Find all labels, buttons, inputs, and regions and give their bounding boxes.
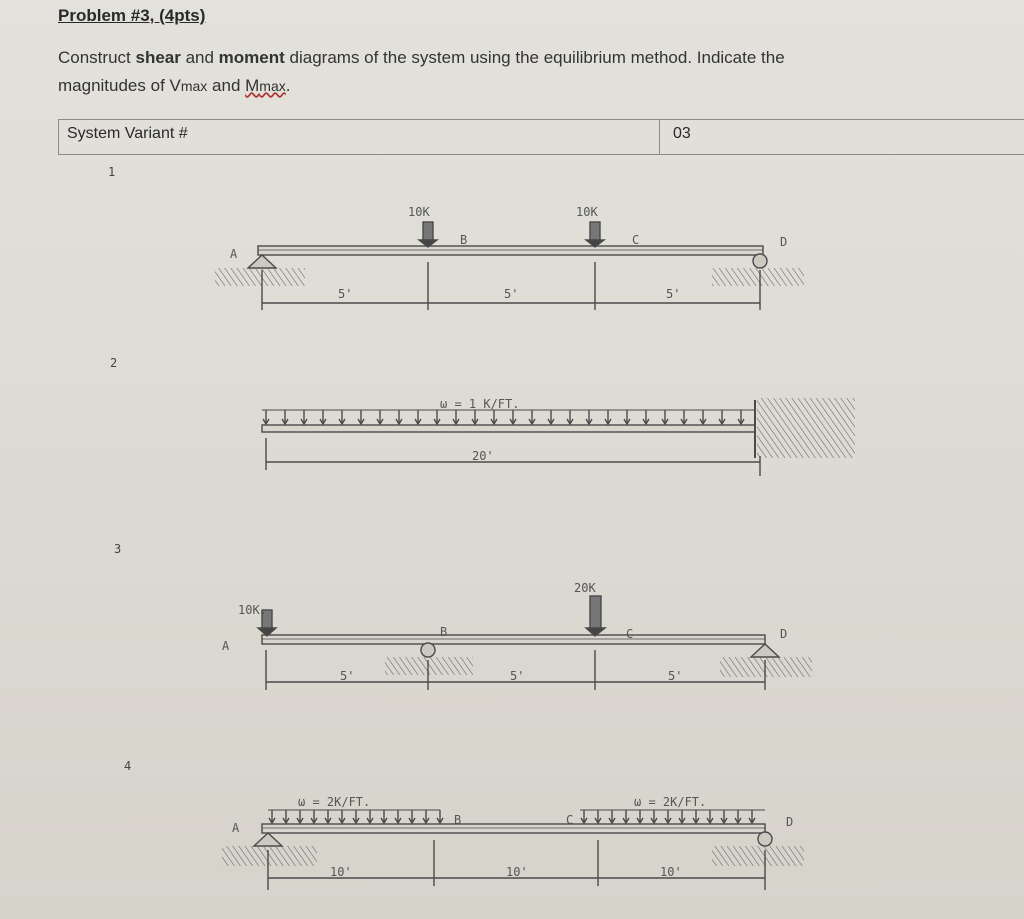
system-3-span-2: 5' xyxy=(510,669,525,683)
instr-text-4: magnitudes of V xyxy=(58,76,181,95)
system-3-point-a: A xyxy=(222,639,230,653)
system-1-span-3: 5' xyxy=(666,287,681,301)
system-1-number: 1 xyxy=(108,165,116,179)
distributed-load-icon xyxy=(581,810,755,823)
system-1-span-1: 5' xyxy=(338,287,353,301)
roller-support-icon xyxy=(421,643,435,657)
roller-support-icon xyxy=(753,254,767,268)
instr-text-2: and xyxy=(180,48,219,67)
system-4-load-1: ω = 2K/FT. xyxy=(298,795,371,809)
pin-support-icon xyxy=(254,833,282,846)
variant-value[interactable]: 03 xyxy=(673,125,691,142)
system-1-span-2: 5' xyxy=(504,287,519,301)
system-4-span-2: 10' xyxy=(506,865,528,879)
system-1-point-b: B xyxy=(460,233,468,247)
distributed-load-icon xyxy=(263,410,744,424)
system-1-point-d: D xyxy=(780,235,788,249)
system-3-point-c: C xyxy=(626,627,634,641)
problem-title: Problem #3, (4pts) xyxy=(58,6,206,25)
system-4-span-1: 10' xyxy=(330,865,352,879)
instr-shear: shear xyxy=(135,48,181,67)
system-3-load-1: 10K. xyxy=(238,603,267,617)
system-4-point-d: D xyxy=(786,815,794,829)
system-1-point-a: A xyxy=(230,247,238,261)
system-3-span-1: 5' xyxy=(340,669,355,683)
system-4-point-b: B xyxy=(454,813,462,827)
pin-support-icon xyxy=(248,255,276,268)
variant-label: System Variant # xyxy=(67,125,188,142)
system-3-point-d: D xyxy=(780,627,788,641)
system-2-span: 20' xyxy=(472,449,494,463)
system-4-load-2: ω = 2K/FT. xyxy=(634,795,707,809)
instr-mmax-sub: max xyxy=(259,78,286,94)
instr-and: and xyxy=(207,76,246,95)
system-3-point-b: B xyxy=(440,625,448,639)
distributed-load-icon xyxy=(269,810,443,823)
instr-vmax-sub: max xyxy=(180,78,208,94)
system-3-load-2: 20K xyxy=(574,581,596,595)
system-1-load-2: 10K xyxy=(576,205,598,219)
instr-text-3: diagrams of the system using the equilibrium method. Indicate the xyxy=(284,48,785,67)
system-3-span-3: 5' xyxy=(668,669,683,683)
system-1-point-c: C xyxy=(632,233,640,247)
roller-support-icon xyxy=(758,832,772,846)
pin-support-icon xyxy=(751,644,779,657)
system-2-number: 2 xyxy=(110,356,118,370)
system-4-span-3: 10' xyxy=(660,865,682,879)
instr-text-1: Construct xyxy=(58,48,136,67)
system-4-point-c: C xyxy=(566,813,574,827)
system-2-load: ω = 1 K/FT. xyxy=(440,397,520,411)
system-4-number: 4 xyxy=(124,759,132,773)
instr-moment: moment xyxy=(218,48,285,67)
system-1-load-1: 10K xyxy=(408,205,430,219)
instr-end: . xyxy=(285,76,291,95)
system-3-number: 3 xyxy=(114,542,122,556)
system-2-beam xyxy=(262,398,855,476)
instr-m: M xyxy=(245,76,260,95)
system-4-point-a: A xyxy=(232,821,240,835)
